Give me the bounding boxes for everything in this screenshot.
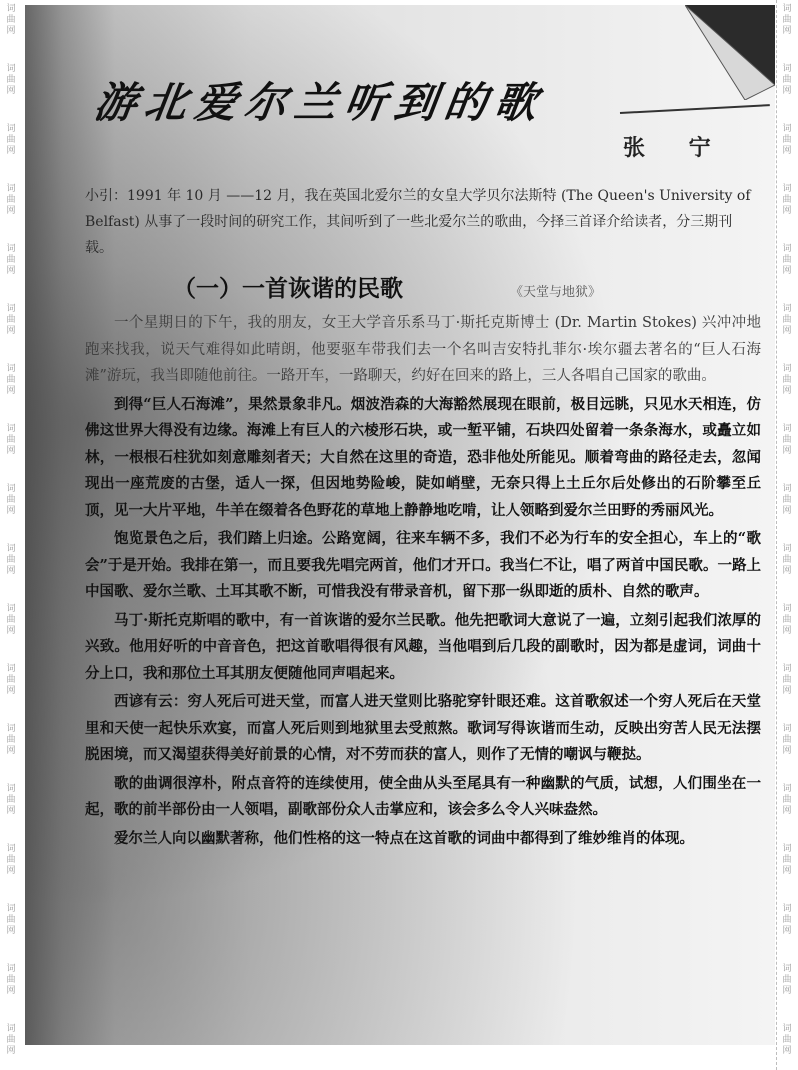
watermark-char: 词 <box>782 244 792 254</box>
watermark-char: 曲 <box>782 795 792 805</box>
section-subtitle: 《天堂与地狱》 <box>510 285 602 300</box>
watermark-char: 网 <box>782 26 792 36</box>
watermark-char: 网 <box>782 146 792 156</box>
right-watermark-stamp <box>779 844 795 877</box>
watermark-char: 词 <box>6 364 16 374</box>
watermark-char: 网 <box>6 506 16 516</box>
right-watermark-stamp <box>779 304 795 337</box>
watermark-char: 词 <box>6 1024 16 1034</box>
watermark-char: 网 <box>782 86 792 96</box>
watermark-char: 网 <box>6 26 16 36</box>
right-watermark-column <box>776 0 798 1070</box>
watermark-char: 词 <box>782 364 792 374</box>
right-watermark-stamp <box>779 4 795 37</box>
left-watermark-stamp <box>3 604 19 637</box>
watermark-char: 词 <box>6 244 16 254</box>
watermark-char: 词 <box>782 124 792 134</box>
watermark-char: 词 <box>782 904 792 914</box>
watermark-char: 网 <box>6 566 16 576</box>
right-watermark-stamp <box>779 244 795 277</box>
watermark-char: 词 <box>6 724 16 734</box>
right-watermark-stamp <box>779 64 795 97</box>
watermark-char: 网 <box>6 326 16 336</box>
watermark-char: 网 <box>6 866 16 876</box>
article-body <box>85 310 761 854</box>
watermark-char: 网 <box>782 326 792 336</box>
watermark-char: 曲 <box>782 615 792 625</box>
watermark-char: 词 <box>6 664 16 674</box>
watermark-char: 曲 <box>6 375 16 385</box>
watermark-char: 曲 <box>6 1035 16 1045</box>
watermark-char: 曲 <box>6 135 16 145</box>
right-watermark-stamp <box>779 184 795 217</box>
watermark-char: 词 <box>6 64 16 74</box>
watermark-char: 词 <box>6 844 16 854</box>
watermark-char: 网 <box>782 266 792 276</box>
watermark-char: 词 <box>782 964 792 974</box>
article-title: 游北爱尔兰听到的歌 <box>91 78 549 127</box>
left-watermark-stamp <box>3 904 19 937</box>
right-watermark-stamp <box>779 964 795 997</box>
watermark-char: 曲 <box>6 255 16 265</box>
article-paragraph: 到得“巨人石海滩”，果然景象非凡。烟波浩森的大海豁然展现在眼前，极目远眺，只见水天相连，仿佛这世界大得没有边缘。海滩上有巨人的六棱形石块，或一堑平铺，石块四处留着一条条海水，或矗立如林，一根根石柱犹如刻意雕刻者天；大自然在这里的奇造，恐非他处所能见。顺着弯曲的路径走去，忽闻现出一座荒废的古堡，适人一探，但因地势险峻，陡如峭壁，无奈只得上土丘尔后处修出的石阶攀至丘顶，见一大片平地，牛羊在缀着各色野花的草地上静静地吃啃，让人领略到爱尔兰田野的秀丽风光。 <box>85 395 761 519</box>
right-dashed-divider <box>776 0 778 1070</box>
watermark-char: 词 <box>6 964 16 974</box>
watermark-char: 网 <box>6 146 16 156</box>
watermark-char: 网 <box>6 926 16 936</box>
watermark-char: 曲 <box>782 135 792 145</box>
watermark-char: 网 <box>6 746 16 756</box>
watermark-char: 网 <box>782 626 792 636</box>
watermark-char: 词 <box>6 544 16 554</box>
watermark-char: 词 <box>6 184 16 194</box>
article-paragraph: 一个星期日的下午，我的朋友，女王大学音乐系马丁·斯托克斯博士 (Dr. Martin Stokes) 兴冲冲地跑来找我，说天气难得如此晴朗，他要驱车带我们去一个名叫吉安特扎菲尔·埃尔疆去著名的“巨人石海滩”游玩，我当即随他前往。一路开车，一路聊天，约好在回来的路上，三人各唱自己国家的歌曲。 <box>85 315 761 384</box>
watermark-char: 曲 <box>782 915 792 925</box>
watermark-char: 网 <box>782 446 792 456</box>
watermark-char: 网 <box>6 86 16 96</box>
watermark-char: 网 <box>6 626 16 636</box>
article-intro: 小引：1991 年 10 月 ——12 月，我在英国北爱尔兰的女皇大学贝尔法斯特 (The Queen's University of Belfast) 从事了一段时间的研究工作，其间听到了一些北爱尔兰的歌曲，今择三首译介给读者，分三期刊载。 <box>85 188 751 256</box>
right-watermark-stamp <box>779 664 795 697</box>
left-watermark-stamp <box>3 664 19 697</box>
watermark-char: 词 <box>782 724 792 734</box>
right-watermark-stamp <box>779 124 795 157</box>
left-watermark-stamp <box>3 4 19 37</box>
left-watermark-stamp <box>3 544 19 577</box>
left-watermark-column <box>0 0 22 1070</box>
watermark-char: 曲 <box>782 855 792 865</box>
watermark-char: 网 <box>782 566 792 576</box>
watermark-char: 网 <box>782 926 792 936</box>
article-author: 张 宁 <box>623 135 729 161</box>
watermark-char: 曲 <box>6 735 16 745</box>
watermark-char: 曲 <box>6 435 16 445</box>
left-watermark-stamp <box>3 304 19 337</box>
scanned-page <box>25 5 775 1045</box>
watermark-char: 曲 <box>6 855 16 865</box>
watermark-char: 词 <box>6 4 16 14</box>
watermark-char: 曲 <box>6 975 16 985</box>
watermark-char: 网 <box>782 206 792 216</box>
watermark-char: 网 <box>6 686 16 696</box>
left-watermark-stamp <box>3 484 19 517</box>
left-watermark-stamp <box>3 64 19 97</box>
watermark-char: 词 <box>782 604 792 614</box>
watermark-char: 词 <box>6 784 16 794</box>
left-watermark-stamp <box>3 124 19 157</box>
watermark-char: 曲 <box>782 495 792 505</box>
watermark-char: 网 <box>6 986 16 996</box>
right-watermark-stamp <box>779 484 795 517</box>
watermark-char: 网 <box>782 386 792 396</box>
watermark-char: 曲 <box>6 555 16 565</box>
right-watermark-stamp <box>779 904 795 937</box>
folded-corner <box>685 5 775 100</box>
article-paragraph: 西谚有云：穷人死后可进天堂，而富人进天堂则比骆驼穿针眼还难。这首歌叙述一个穷人死后在天堂里和天使一起快乐欢宴，而富人死后则到地狱里去受煎熬。歌词写得诙谐而生动，反映出穷苦人民无法摆脱困境，而又渴望获得美好前景的心情，对不劳而获的富人，则作了无情的嘲讽与鞭挞。 <box>85 693 761 763</box>
watermark-char: 曲 <box>6 195 16 205</box>
watermark-char: 网 <box>782 986 792 996</box>
watermark-char: 曲 <box>782 255 792 265</box>
watermark-char: 词 <box>782 484 792 494</box>
watermark-char: 曲 <box>782 315 792 325</box>
watermark-char: 曲 <box>6 495 16 505</box>
watermark-char: 曲 <box>782 75 792 85</box>
watermark-char: 词 <box>6 604 16 614</box>
left-watermark-stamp <box>3 364 19 397</box>
watermark-char: 曲 <box>6 675 16 685</box>
watermark-char: 词 <box>782 4 792 14</box>
watermark-char: 词 <box>782 784 792 794</box>
watermark-char: 词 <box>782 1024 792 1034</box>
watermark-char: 网 <box>6 386 16 396</box>
left-watermark-stamp <box>3 184 19 217</box>
watermark-char: 词 <box>782 664 792 674</box>
watermark-char: 词 <box>782 64 792 74</box>
left-watermark-stamp <box>3 784 19 817</box>
watermark-char: 网 <box>6 806 16 816</box>
left-watermark-stamp <box>3 964 19 997</box>
watermark-char: 曲 <box>6 615 16 625</box>
watermark-char: 词 <box>782 304 792 314</box>
watermark-char: 网 <box>6 1046 16 1056</box>
watermark-char: 曲 <box>6 15 16 25</box>
watermark-char: 网 <box>782 866 792 876</box>
right-watermark-stamp <box>779 724 795 757</box>
watermark-char: 曲 <box>782 435 792 445</box>
watermark-char: 曲 <box>782 975 792 985</box>
right-watermark-stamp <box>779 604 795 637</box>
watermark-char: 网 <box>782 746 792 756</box>
article-paragraph: 饱览景色之后，我们踏上归途。公路宽阔，往来车辆不多，我们不必为行车的安全担心，车上的“歌会”于是开始。我排在第一，而且要我先唱完两首，他们才开口。我当仁不让，唱了两首中国民歌。一路上中国歌、爱尔兰歌、土耳其歌不断，可惜我没有带录音机，留下那一纵即逝的质朴、自然的歌声。 <box>85 530 761 600</box>
watermark-char: 曲 <box>782 735 792 745</box>
watermark-char: 词 <box>782 544 792 554</box>
watermark-char: 网 <box>782 686 792 696</box>
right-watermark-stamp <box>779 1024 795 1057</box>
article-paragraph: 马丁·斯托克斯唱的歌中，有一首诙谐的爱尔兰民歌。他先把歌词大意说了一遍，立刻引起我们浓厚的兴致。他用好听的中音音色，把这首歌唱得很有风趣，当他唱到后几段的副歌时，因为都是虚词，词曲十分上口，我和那位土耳其朋友便随他同声唱起来。 <box>85 611 761 682</box>
watermark-char: 网 <box>782 1046 792 1056</box>
watermark-char: 曲 <box>782 375 792 385</box>
watermark-char: 曲 <box>6 915 16 925</box>
watermark-char: 网 <box>6 206 16 216</box>
watermark-char: 网 <box>6 266 16 276</box>
left-watermark-stamp <box>3 424 19 457</box>
right-watermark-stamp <box>779 364 795 397</box>
left-watermark-stamp <box>3 724 19 757</box>
watermark-char: 词 <box>6 124 16 134</box>
watermark-char: 词 <box>782 184 792 194</box>
left-watermark-stamp <box>3 844 19 877</box>
watermark-char: 词 <box>782 424 792 434</box>
left-watermark-stamp <box>3 1024 19 1057</box>
watermark-char: 曲 <box>782 15 792 25</box>
right-watermark-stamp <box>779 424 795 457</box>
watermark-char: 词 <box>782 844 792 854</box>
left-watermark-stamp <box>3 244 19 277</box>
watermark-char: 词 <box>6 904 16 914</box>
section-title: （一）一首诙谐的民歌 <box>173 276 403 302</box>
watermark-char: 曲 <box>782 1035 792 1045</box>
watermark-char: 网 <box>6 446 16 456</box>
watermark-char: 词 <box>6 304 16 314</box>
watermark-char: 网 <box>782 806 792 816</box>
watermark-char: 曲 <box>782 675 792 685</box>
right-watermark-stamp <box>779 784 795 817</box>
watermark-char: 曲 <box>782 195 792 205</box>
watermark-char: 曲 <box>782 555 792 565</box>
article-paragraph: 歌的曲调很淳朴，附点音符的连续使用，使全曲从头至尾具有一种幽默的气质，试想，人们围坐在一起，歌的前半部份由一人领唱，副歌部份众人击掌应和，该会多么令人兴味盎然。 <box>85 774 761 818</box>
watermark-char: 曲 <box>6 75 16 85</box>
right-watermark-stamp <box>779 544 795 577</box>
watermark-char: 网 <box>782 506 792 516</box>
article-paragraph: 爱尔兰人向以幽默著称，他们性格的这一特点在这首歌的词曲中都得到了维妙维肖的体现。 <box>114 829 694 847</box>
watermark-char: 曲 <box>6 795 16 805</box>
watermark-char: 词 <box>6 484 16 494</box>
watermark-char: 词 <box>6 424 16 434</box>
title-rule <box>620 104 770 114</box>
watermark-char: 曲 <box>6 315 16 325</box>
